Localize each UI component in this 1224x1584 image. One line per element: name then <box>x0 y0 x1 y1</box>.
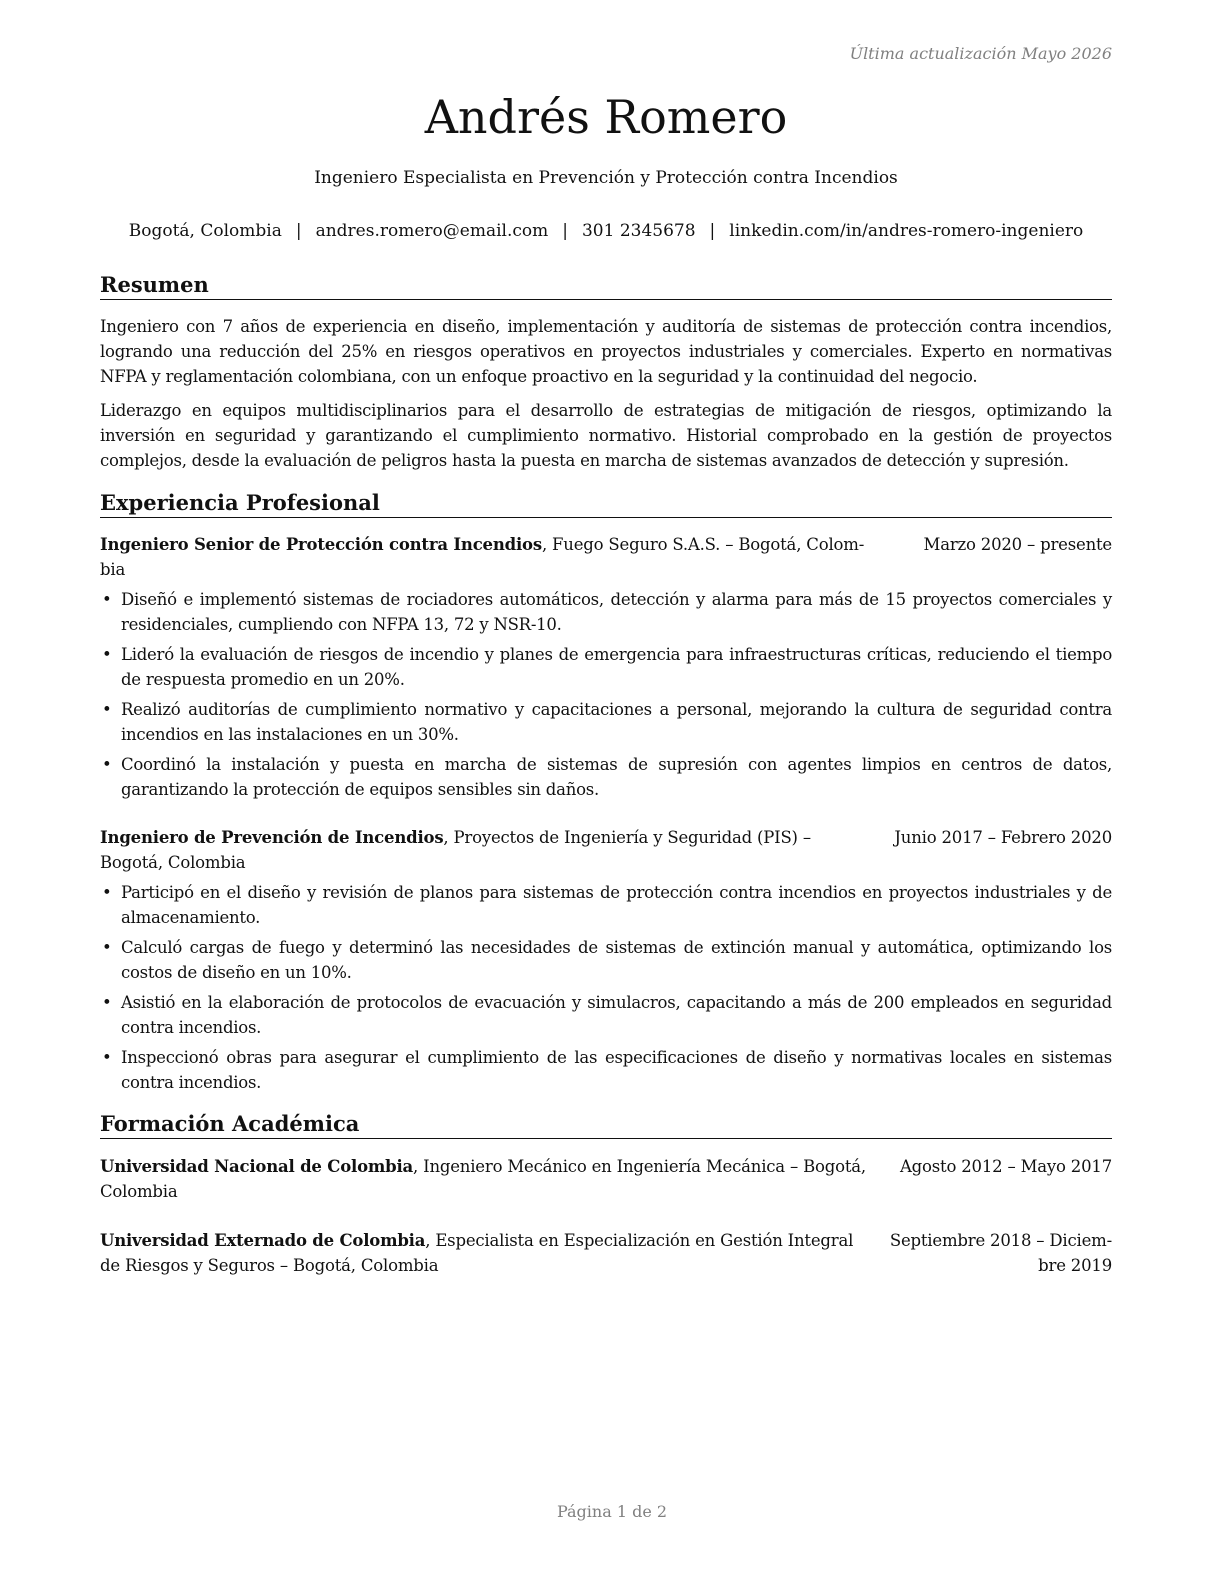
job-bullets <box>100 880 1112 1100</box>
contact-email[interactable]: andres.romero@email.com <box>315 221 549 241</box>
education-item <box>100 1228 1112 1278</box>
education-school: Universidad Externado de Colombia <box>100 1231 426 1250</box>
list-item: • Participó en el diseño y revisión de planos para sistemas de protección contra incendios en proyectos industriales y de almacenamiento. <box>100 880 1112 930</box>
job-company: , Proyectos de Ingeniería y Seguridad (PIS) – <box>443 828 811 847</box>
bullet-dot: • <box>102 993 112 1012</box>
list-item: • Lideró la evaluación de riesgos de incendio y planes de emergencia para infraestructuras críticas, reduciendo el tiempo de respuesta promedio en un 20%. <box>100 642 1112 692</box>
bullet-dot: • <box>102 938 112 957</box>
job-company-continued: bia <box>100 560 126 579</box>
bullet-dot: • <box>102 645 112 664</box>
contact-linkedin[interactable]: linkedin.com/in/andres-romero-ingeniero <box>729 221 1084 241</box>
education-dates: Agosto 2012 – Mayo 2017 <box>900 1154 1112 1179</box>
bullet-dot: • <box>102 755 112 774</box>
job-company-continued: Bogotá, Colombia <box>100 853 246 872</box>
contact-separator: | <box>709 221 716 241</box>
section-title-education: Formación Académica <box>100 1110 1112 1139</box>
job-dates: Junio 2017 – Febrero 2020 <box>894 825 1112 850</box>
list-item: • Calculó cargas de fuego y determinó las necesidades de sistemas de extinción manual y automática, optimizando los costos de diseño en un 10%. <box>100 935 1112 985</box>
bullet-dot: • <box>102 1048 112 1067</box>
contact-location: Bogotá, Colombia <box>128 221 282 241</box>
resume-page <box>100 0 1112 1584</box>
section-title-summary: Resumen <box>100 271 1112 300</box>
bullet-dot: • <box>102 590 112 609</box>
candidate-title: Ingeniero Especialista en Prevención y Protección contra Incendios <box>314 168 898 188</box>
list-item: • Asistió en la elaboración de protocolos de evacuación y simulacros, capacitando a más de 200 empleados en seguridad contra incendios. <box>100 990 1112 1040</box>
job-dates: Marzo 2020 – presente <box>924 532 1113 557</box>
education-degree-continued: Colombia <box>100 1182 178 1201</box>
contact-phone: 301 2345678 <box>581 221 696 241</box>
list-item: • Inspeccionó obras para asegurar el cumplimiento de las especificaciones de diseño y normativas locales en sistemas contra incendios. <box>100 1045 1112 1095</box>
education-degree: , Ingeniero Mecánico en Ingeniería Mecánica – Bogotá, <box>413 1157 866 1176</box>
job-header <box>100 825 1112 875</box>
list-item: • Diseñó e implementó sistemas de rociadores automáticos, detección y alarma para más de 15 proyectos comerciales y residenciales, cumpliendo con NFPA 13, 72 y NSR-10. <box>100 587 1112 637</box>
education-dates-continued: bre 2019 <box>1038 1256 1112 1275</box>
job-role: Ingeniero de Prevención de Incendios <box>100 828 444 847</box>
job-company: , Fuego Seguro S.A.S. – Bogotá, Colom- <box>541 535 865 554</box>
contact-line <box>70 219 1142 243</box>
list-item: • Coordinó la instalación y puesta en marcha de sistemas de supresión con agentes limpios en centros de datos, garantizando la protección de equipos sensibles sin daños. <box>100 752 1112 802</box>
candidate-name: Andrés Romero <box>424 90 788 144</box>
last-updated: Última actualización Mayo 2026 <box>849 44 1112 63</box>
job-role: Ingeniero Senior de Protección contra Incendios <box>100 535 542 554</box>
job-header <box>100 532 1112 582</box>
contact-separator: | <box>562 221 568 241</box>
job-bullets <box>100 587 1112 807</box>
education-item <box>100 1154 1112 1204</box>
education-dates: Septiembre 2018 – Diciem- <box>890 1228 1112 1253</box>
bullet-dot: • <box>102 883 112 902</box>
education-school: Universidad Nacional de Colombia <box>100 1157 414 1176</box>
section-title-experience: Experiencia Profesional <box>100 489 1112 518</box>
list-item: • Realizó auditorías de cumplimiento normativo y capacitaciones a personal, mejorando la cultura de seguridad contra incendios en las instalaciones en un 30%. <box>100 697 1112 747</box>
summary-paragraph: Liderazgo en equipos multidisciplinarios para el desarrollo de estrategias de mitigación de riesgos, optimizando la inversión en seguridad y garantizando el cumplimiento normativo. Historial comprobado en la gestión de proyectos complejos, desde la evaluación de peligros hasta la puesta en marcha de sistemas avanzados de detección y supresión. <box>100 401 1112 470</box>
education-degree: , Especialista en Especialización en Gestión Integral <box>425 1231 854 1250</box>
contact-separator: | <box>295 221 302 241</box>
summary-paragraph: Ingeniero con 7 años de experiencia en diseño, implementación y auditoría de sistemas de protección contra incendios, logrando una reducción del 25% en riesgos operativos en proyectos industriales y comerciales. Experto en normativas NFPA y reglamentación colombiana, con un enfoque proactivo en la seguridad y la continuidad del negocio. <box>100 317 1112 386</box>
page-number: Página 1 de 2 <box>556 1502 668 1521</box>
education-degree-continued: de Riesgos y Seguros – Bogotá, Colombia <box>100 1256 439 1275</box>
bullet-dot: • <box>102 700 112 719</box>
